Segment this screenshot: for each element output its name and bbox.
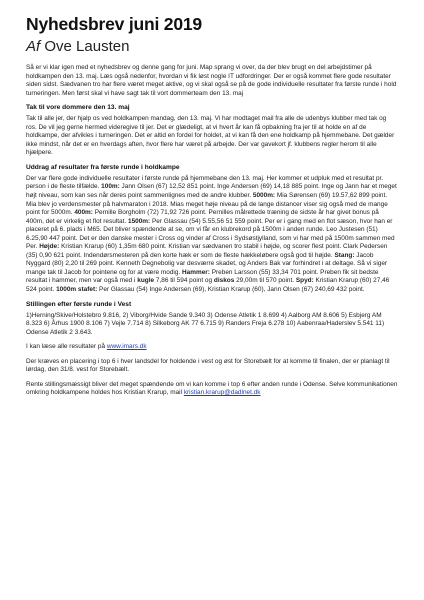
result-event-label: Højde: bbox=[39, 243, 60, 251]
result-text: Preben Larsson (55) 33,34 701 point. Preben fik sit bedste resultat i hammer, men var også med i bbox=[26, 268, 379, 285]
result-text: Der var flere gode individuelle resultater i første runde på hjemmebane den 13. maj. Her kommer et udpluk med et resultat pr. person i de fleste tilfælde. bbox=[26, 174, 384, 191]
result-text: Pernille Borgholm (72) 71,92 726 point. Pernilles målrettede træning de sidste år har givet bonus på 400m, det er virkelig et flot resultat. bbox=[26, 209, 379, 225]
results-paragraph bbox=[26, 175, 398, 295]
result-event-label: 400m: bbox=[74, 209, 93, 217]
thanks-heading: Tak til vore dommere den 13. maj bbox=[26, 104, 130, 112]
results-link[interactable]: www.imars.dk bbox=[106, 343, 147, 351]
final-paragraph: Der kræves en placering i top 6 i hver landsdel for holdende i vest og øst for Storebælt for at komme til finalen, der er planlagt til lørdag, den 31/8. vest for Storebælt. bbox=[26, 357, 390, 374]
intro-paragraph: Så er vi klar igen med et nyhedsbrev og denne gang for juni. Map sprang vi over, da der blev brugt en del arbejdstimer på holdkampen den 13. maj. Læs også nedenfor, hvordan vi fik løst nogle IT udfordringer. Der er også kommet flere gode resultater siden sidst. Sædvanen tro har flere været meget aktive, og vi skal også se på de gode individuelle resultater fra første runde i hold turneringen. Men først skal vi have sagt tak til vort dommerteam den 13. maj bbox=[26, 64, 397, 97]
result-event-label: 100m: bbox=[101, 183, 120, 191]
standings-paragraph: 1)Herning/Skive/Holstebro 9.816, 2) Viborg/Hvide Sande 9.340 3) Odense Atletik 1 8.699 4) Aalborg AM 8.606 5) Esbjerg AM 8.323 6) Århus 1900 8.106 7) Vejle 7.714 8) Silkeborg AK 77 6.715 9) Randers Freja 6.278 10) Aabenraa/Haderslev 5.541 11) Odense Atletik 2 3.643. bbox=[26, 311, 385, 336]
result-event-label: Hammer: bbox=[182, 268, 210, 276]
byline bbox=[26, 38, 398, 55]
results-heading: Uddrag af resultater fra første runde i holdkampe bbox=[26, 163, 180, 171]
result-text: Kristian Krarup (60) 27,46 524 point. bbox=[26, 277, 390, 294]
author-name: Ove Lausten bbox=[44, 38, 130, 55]
result-event-label: Spyd: bbox=[295, 277, 314, 285]
result-text: Jann Olsen (67) 12,52 851 point. Inge Andersen (69) 14,18 885 point. Inge og Jann har et meget højt niveau, som kan ses når deres point sammenlignes med de andre klubber. bbox=[26, 183, 397, 200]
more-results-text: I kan læse alle resultater på bbox=[26, 343, 107, 351]
standings-heading: Stillingen efter første runde i Vest bbox=[26, 300, 132, 308]
result-text: Kristian Krarup (60) 1,35m 680 point. Kristian var sædvanen tro stabil i højde, og scorer flest point. Clark Pedersen (35) 0,90 621 point. Indendørsmesteren på den korte hæk er som de fleste hækkeløbere også god til højde. bbox=[26, 243, 388, 259]
result-text: 29,00m til 570 point. bbox=[234, 277, 296, 285]
result-event-label: 1500m: bbox=[127, 217, 151, 225]
email-link[interactable]: kristian.krarup@dadlnet.dk bbox=[183, 389, 261, 397]
result-text: Per Glassau (54) Inge Andersen (69), Kristian Krarup (60), Jann Olsen (67) 240,69 432 point. bbox=[97, 286, 365, 294]
closing-text: Rente stillingsmæssigt bliver det meget spændende om vi kan komme i top 6 efter anden runde i Odense. Selve kommunikationen omkring holdkampene holdes hos Kristian Krarup, mail bbox=[26, 380, 398, 397]
result-event-label: 1000m stafet: bbox=[56, 286, 98, 294]
thanks-paragraph: Tak til alle jer, der hjalp os ved holdkampen mandag, den 13. maj. Vi har modtaget mail fra alle de udenbys klubber med tak og ros. De vil jeg gerne hermed videregive til jer. Det er glædeligt, at vi hvert år kan få opbakning fra jer til at holde en af de holdkampe, der afvikles i turneringen. Det er altid en fordel for holdet, at vi kan få den ene holdkamp på hjemmebane. Det gælder ikke mindst, når det er en hverdags aften, hvor flere har været på arbejde. Der var gavekort jf. klubbens regler herom til alle hjælpere. bbox=[26, 115, 395, 157]
more-results-paragraph bbox=[26, 343, 398, 352]
result-event-label: 5000m: bbox=[252, 192, 276, 200]
byline-prefix: Af bbox=[26, 38, 41, 55]
newsletter-title: Nyhedsbrev juni 2019 bbox=[26, 14, 202, 34]
closing-paragraph bbox=[26, 381, 398, 398]
result-text: 7,86 til 594 point og bbox=[154, 277, 214, 285]
result-event-label: kugle bbox=[137, 277, 155, 285]
result-text: Jacob Nyggard (80) 2,20 til 269 point. Kenneth Degnebolig var desværre skadet, og Anders Bak var forhindret i at deltage. Så vi siger mange tak til Jacob for pointene og for at være modig. bbox=[26, 251, 388, 276]
result-text: Per Glassau (54) 5.55,56 51 559 point. Per er i gang med en flot sæson, hvor han er placeret på 6. plads i M65. Det bliver spændende at se, om vi får en klubrekord på 1500m i anden runde. Leo Justesen (51) 6.25,90 447 point. Det er den danske mester i Cross og vinder af Cross i Sydsøstjylland, som vi har med på 1500m sammen med Per. bbox=[26, 217, 395, 251]
result-event-label: Stang: bbox=[334, 251, 355, 259]
result-event-label: diskos bbox=[213, 277, 235, 285]
result-text: Mia Sørensen (69) 19.57,62 899 point. Mia blev jo verdensmester på halvmaraton i 2018. Mias meget høje niveau på de lange distancer viser sig også med de mange point for 5000m. bbox=[26, 192, 388, 217]
